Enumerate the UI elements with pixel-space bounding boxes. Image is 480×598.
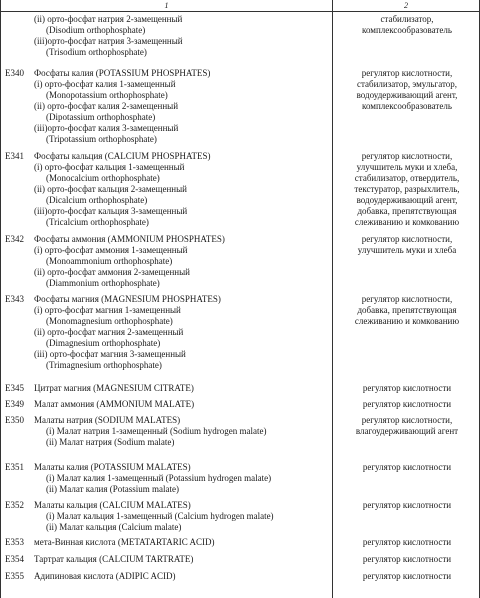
additive-title: Малаты натрия (SODIUM MALATES) xyxy=(34,415,181,425)
item-line: (Dimagnesium orthophosphate) xyxy=(46,338,161,348)
item-line: (ii) Малат натрия (Sodium malate) xyxy=(46,437,175,447)
item-line: (Tricalcium orthophosphate) xyxy=(46,217,149,227)
function-text: регулятор кислотности xyxy=(362,383,452,393)
e-code: E353 xyxy=(5,537,24,547)
item-line: (Dicalcium orthophosphate) xyxy=(46,195,148,205)
function-text: комплексообразователь xyxy=(362,101,452,111)
function-text: регулятор кислотности, xyxy=(361,294,453,304)
e-code: E342 xyxy=(5,234,24,244)
item-line: (ii) орто-фосфат аммония 2-замещенный xyxy=(34,267,190,277)
item-line: (Monocalcium orthophosphate) xyxy=(46,173,160,183)
additive-title: Малаты калия (POTASSIUM MALATES) xyxy=(34,462,191,472)
item-line: (iii) орто-фосфат магния 3-замещенный xyxy=(34,349,186,359)
additive-title: Фосфаты кальция (CALCIUM PHOSPHATES) xyxy=(34,151,211,161)
function-text: регулятор кислотности, xyxy=(361,151,453,161)
item-line: (Diammonium orthophosphate) xyxy=(46,278,160,288)
column-header-1: 1 xyxy=(164,1,169,10)
function-text: регулятор кислотности, xyxy=(361,68,453,78)
function-text: комплексообразователь xyxy=(362,25,452,35)
column-header-2: 2 xyxy=(404,1,408,10)
additive-title: Адипиновая кислота (ADIPIC ACID) xyxy=(34,571,176,581)
item-line: (ii) орто-фосфат кальция 2-замещенный xyxy=(34,184,187,194)
function-text: регулятор кислотности xyxy=(362,571,452,581)
additive-title: Фосфаты магния (MAGNESIUM PHOSPHATES) xyxy=(34,294,221,304)
item-line: (ii) орто-фосфат магния 2-замещенный xyxy=(34,327,184,337)
additive-title: Малат аммония (AMMONIUM MALATE) xyxy=(34,399,195,409)
e-code: E349 xyxy=(5,399,24,409)
function-text: регулятор кислотности xyxy=(362,462,452,472)
function-text: водоудерживающий агент, xyxy=(356,195,458,205)
additive-title: Цитрат магния (MAGNESIUM CITRATE) xyxy=(34,383,194,393)
item-line: (i) Малат натрия 1-замещенный (Sodium hydrogen malate) xyxy=(46,426,267,436)
item-line: (Monopotassium orthophosphate) xyxy=(46,90,168,100)
item-line: (Tripotassium orthophosphate) xyxy=(46,134,157,144)
item-line: (Trisodium orthophosphate) xyxy=(46,47,147,57)
function-text: регулятор кислотности xyxy=(362,554,452,564)
item-line: (ii) Малат кальция (Calcium malate) xyxy=(46,522,182,532)
e-code: E355 xyxy=(5,571,24,581)
function-text: добавка, препятствующая xyxy=(357,305,457,315)
item-line: (ii) орто-фосфат калия 2-замещенный xyxy=(34,101,179,111)
item-line: (iii)орто-фосфат натрия 3-замещенный xyxy=(34,36,183,46)
function-text: текстуратор, разрыхлитель, xyxy=(354,184,460,194)
item-line: (Dipotassium orthophosphate) xyxy=(46,112,156,122)
function-text: слеживанию и комкованию xyxy=(354,316,460,326)
additive-title: Фосфаты калия (POTASSIUM PHOSPHATES) xyxy=(34,68,211,78)
additive-title: Тартрат кальция (CALCIUM TARTRATE) xyxy=(34,554,194,564)
function-text: водоудерживающий агент, xyxy=(356,90,458,100)
item-line: (i) Малат кальция 1-замещенный (Calcium hydrogen malate) xyxy=(46,511,274,521)
e-code: E341 xyxy=(5,151,24,161)
function-text: улучшитель муки и хлеба, xyxy=(356,162,458,172)
e-code: E345 xyxy=(5,383,24,393)
function-text: регулятор кислотности xyxy=(362,537,452,547)
table-header xyxy=(1,0,479,12)
item-line: (Monomagnesium orthophosphate) xyxy=(46,316,173,326)
item-line: (ii) орто-фосфат натрия 2-замещенный xyxy=(34,14,183,24)
function-text: стабилизатор, xyxy=(380,14,434,24)
e-code: E350 xyxy=(5,415,24,425)
function-text: регулятор кислотности xyxy=(362,399,452,409)
item-line: (i) орто-фосфат аммония 1-замещенный xyxy=(34,245,188,255)
function-text: стабилизатор, отвердитель, xyxy=(354,173,460,183)
item-line: (iii)орто-фосфат калия 3-замещенный xyxy=(34,123,179,133)
e-code: E340 xyxy=(5,68,24,78)
function-text: улучшитель муки и хлеба xyxy=(357,245,457,255)
item-line: (i) орто-фосфат магния 1-замещенный xyxy=(34,305,181,315)
e-code: E343 xyxy=(5,294,24,304)
function-text: влагоудерживающий агент xyxy=(355,426,459,436)
item-line: (ii) Малат калия (Potassium malate) xyxy=(46,484,180,494)
item-line: (i) Малат калия 1-замещенный (Potassium hydrogen malate) xyxy=(46,473,272,483)
item-line: (Trimagnesium orthophosphate) xyxy=(46,360,162,370)
item-line: (iii)орто-фосфат кальция 3-замещенный xyxy=(34,206,188,216)
item-line: (i) орто-фосфат калия 1-замещенный xyxy=(34,79,176,89)
function-text: добавка, препятствующая xyxy=(357,206,457,216)
e-code: E354 xyxy=(5,554,24,564)
additive-title: мета-Винная кислота (METATARTARIC ACID) xyxy=(34,537,215,547)
additive-title: Малаты кальция (CALCIUM MALATES) xyxy=(34,500,191,510)
function-text: регулятор кислотности, xyxy=(361,234,453,244)
item-line: (Disodium orthophosphate) xyxy=(46,25,146,35)
item-line: (i) орто-фосфат кальция 1-замещенный xyxy=(34,162,185,172)
function-text: стабилизатор, эмульгатор, xyxy=(356,79,458,89)
column-divider xyxy=(332,0,333,598)
e-code: E352 xyxy=(5,500,24,510)
function-text: регулятор кислотности, xyxy=(361,415,453,425)
e-code: E351 xyxy=(5,462,24,472)
additive-title: Фосфаты аммония (AMMONIUM PHOSPHATES) xyxy=(34,234,225,244)
item-line: (Monoammonium orthophosphate) xyxy=(46,256,173,266)
function-text: слеживанию и комкованию xyxy=(354,217,460,227)
function-text: регулятор кислотности xyxy=(362,500,452,510)
